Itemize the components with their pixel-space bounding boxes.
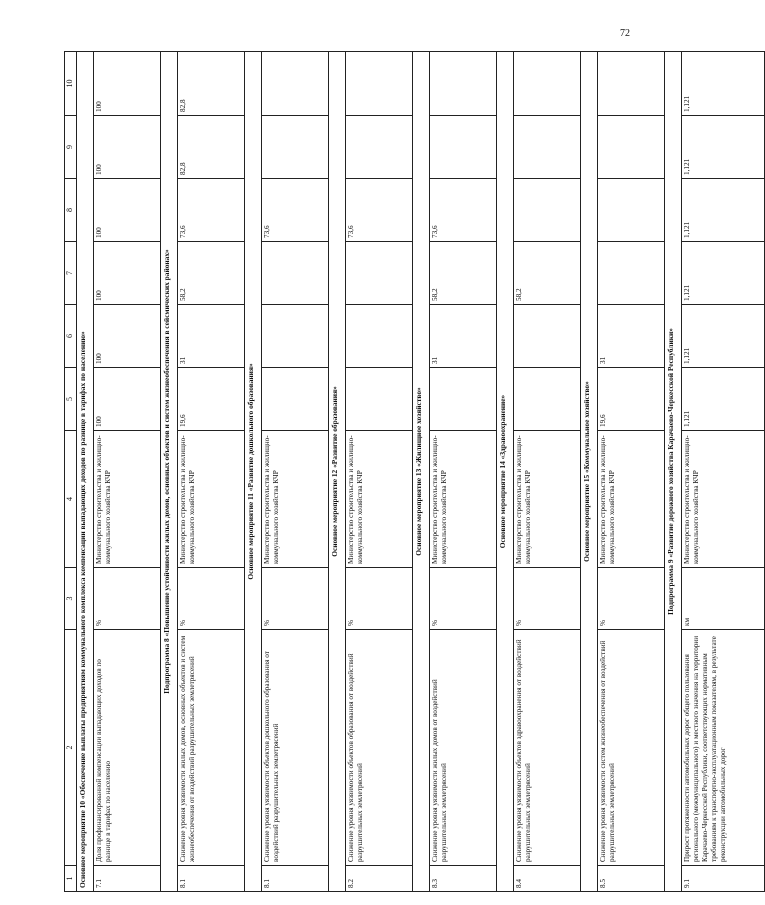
value-col-10: 100 — [94, 52, 161, 116]
value-col-9: 82,8 — [178, 116, 245, 179]
value-col-10 — [346, 52, 413, 116]
indicator-row — [346, 52, 413, 892]
indicator-name: Снижение уровня уязвимости объектов дошкольного образования от воздействий разрушительных землетрясений — [262, 630, 329, 866]
section-heading: Основное мероприятие 15 «Коммунальное хозяйство» — [581, 52, 598, 892]
value-col-6 — [346, 305, 413, 368]
value-col-10 — [514, 52, 581, 116]
value-col-9: 100 — [94, 116, 161, 179]
value-col-7: 58,2 — [514, 242, 581, 305]
section-heading: Основное мероприятие 11 «Развитие дошкольного образования» — [245, 52, 262, 892]
value-col-5 — [430, 368, 497, 431]
value-col-5: 19,6 — [178, 368, 245, 431]
value-col-10: 1,121 — [682, 52, 765, 116]
column-number-5: 5 — [65, 368, 77, 431]
unit-of-measure: % — [346, 568, 413, 630]
unit-of-measure: % — [514, 568, 581, 630]
section-heading-row — [665, 52, 682, 892]
responsible-executor: Министерство строительства и жилищно-коммунального хозяйства КЧР — [262, 431, 329, 568]
responsible-executor: Министерство строительства и жилищно-коммунального хозяйства КЧР — [346, 431, 413, 568]
responsible-executor: Министерство строительства и жилищно-коммунального хозяйства КЧР — [598, 431, 665, 568]
indicator-row — [178, 52, 245, 892]
column-number-1: 1 — [65, 866, 77, 892]
indicator-row — [598, 52, 665, 892]
section-heading: Подпрограмма 9 «Развитие дорожного хозяйства Карачаево-Черкесской Республики» — [665, 52, 682, 892]
section-heading-row — [329, 52, 346, 892]
section-heading-row — [581, 52, 598, 892]
indicator-row — [514, 52, 581, 892]
value-col-5 — [262, 368, 329, 431]
column-number-10: 10 — [65, 52, 77, 116]
row-number: 9.1 — [682, 866, 765, 892]
value-col-8 — [598, 179, 665, 242]
indicator-name: Доля профинансированной компенсации выпадающих доходов по разнице в тарифах по населению — [94, 630, 161, 866]
indicator-name: Снижение уровня уязвимости жилых домов, основных объектов и систем жизнеобеспечения от воздействий разрушительных землетрясений — [178, 630, 245, 866]
section-heading-row — [497, 52, 514, 892]
value-col-9 — [346, 116, 413, 179]
value-col-10 — [430, 52, 497, 116]
rotated-sheet — [64, 52, 727, 892]
value-col-9 — [262, 116, 329, 179]
section-heading-row — [161, 52, 178, 892]
indicators-table — [64, 51, 765, 892]
row-number: 8.5 — [598, 866, 665, 892]
value-col-6: 31 — [178, 305, 245, 368]
row-number: 8.4 — [514, 866, 581, 892]
section-heading-row — [77, 52, 94, 892]
page-number: 72 — [620, 28, 630, 39]
value-col-6: 31 — [430, 305, 497, 368]
value-col-9: 1,121 — [682, 116, 765, 179]
unit-of-measure: км — [682, 568, 765, 630]
indicator-name: Снижение уровня уязвимости систем жизнеобеспечения от воздействий разрушительных землетрясений — [598, 630, 665, 866]
value-col-9 — [514, 116, 581, 179]
value-col-8: 1,121 — [682, 179, 765, 242]
column-number-2: 2 — [65, 630, 77, 866]
value-col-8: 73,6 — [262, 179, 329, 242]
value-col-10 — [262, 52, 329, 116]
indicator-name: Снижение уровня уязвимости объектов здравоохранения от воздействий разрушительных землетрясений — [514, 630, 581, 866]
value-col-7: 58,2 — [178, 242, 245, 305]
value-col-7 — [262, 242, 329, 305]
value-col-7: 1,121 — [682, 242, 765, 305]
value-col-8: 100 — [94, 179, 161, 242]
row-number: 8.1 — [262, 866, 329, 892]
value-col-6 — [262, 305, 329, 368]
value-col-6: 31 — [598, 305, 665, 368]
column-number-9: 9 — [65, 116, 77, 179]
value-col-7 — [598, 242, 665, 305]
indicator-row — [430, 52, 497, 892]
indicator-name: Снижение уровня уязвимости объектов образования от воздействий разрушительных землетрясений — [346, 630, 413, 866]
indicator-row — [682, 52, 765, 892]
responsible-executor: Министерство строительства и жилищно-коммунального хозяйства КЧР — [94, 431, 161, 568]
section-heading-row — [245, 52, 262, 892]
column-number-8: 8 — [65, 179, 77, 242]
section-heading: Основное мероприятие 10 «Обеспечение выплаты предприятиям коммунального комплекса компенсации выпадающих доходов по разнице в тарифах по населению» — [77, 52, 94, 892]
unit-of-measure: % — [94, 568, 161, 630]
unit-of-measure: % — [262, 568, 329, 630]
responsible-executor: Министерство строительства и жилищно-коммунального хозяйства КЧР — [514, 431, 581, 568]
value-col-10: 82,8 — [178, 52, 245, 116]
value-col-8 — [514, 179, 581, 242]
responsible-executor: Министерство строительства и жилищно-коммунального хозяйства КЧР — [682, 431, 765, 568]
value-col-8: 73,6 — [178, 179, 245, 242]
unit-of-measure: % — [178, 568, 245, 630]
column-number-6: 6 — [65, 305, 77, 368]
value-col-9 — [598, 116, 665, 179]
value-col-10 — [598, 52, 665, 116]
value-col-9 — [430, 116, 497, 179]
responsible-executor: Министерство строительства и жилищно-коммунального хозяйства КЧР — [430, 431, 497, 568]
value-col-7: 58,2 — [430, 242, 497, 305]
row-number: 8.2 — [346, 866, 413, 892]
value-col-6: 1,121 — [682, 305, 765, 368]
indicator-name: Снижение уровня уязвимости жилых домов от воздействий разрушительных землетрясений — [430, 630, 497, 866]
column-number-3: 3 — [65, 568, 77, 630]
value-col-7: 100 — [94, 242, 161, 305]
row-number: 8.1 — [178, 866, 245, 892]
column-number-row — [65, 52, 77, 892]
row-number: 7.1 — [94, 866, 161, 892]
unit-of-measure: % — [430, 568, 497, 630]
column-number-4: 4 — [65, 431, 77, 568]
value-col-6 — [514, 305, 581, 368]
value-col-5: 100 — [94, 368, 161, 431]
value-col-8: 73,6 — [346, 179, 413, 242]
value-col-6: 100 — [94, 305, 161, 368]
value-col-5: 1,121 — [682, 368, 765, 431]
value-col-7 — [346, 242, 413, 305]
section-heading: Основное мероприятие 14 «Здравоохранение» — [497, 52, 514, 892]
indicator-row — [94, 52, 161, 892]
section-heading: Основное мероприятие 12 «Развитие образования» — [329, 52, 346, 892]
indicator-row — [262, 52, 329, 892]
value-col-8: 73,6 — [430, 179, 497, 242]
unit-of-measure: % — [598, 568, 665, 630]
row-number: 8.3 — [430, 866, 497, 892]
responsible-executor: Министерство строительства и жилищно-коммунального хозяйства КЧР — [178, 431, 245, 568]
column-number-7: 7 — [65, 242, 77, 305]
value-col-5: 19,6 — [598, 368, 665, 431]
value-col-5 — [346, 368, 413, 431]
value-col-5 — [514, 368, 581, 431]
indicator-name: Прирост протяженности автомобильных дорог общего пользования регионального (межмуниципального) и местного значения на территории Карачаево-Черкесской Республики, соответствующих нормативным требованиям к транспортно-эксплуатационным показателям, в результате реконструкции автомобильных дорог — [682, 630, 765, 866]
section-heading: Подпрограмма 8 «Повышение устойчивости жилых домов, основных объектов и систем жизнеобеспечения в сейсмических районах» — [161, 52, 178, 892]
section-heading-row — [413, 52, 430, 892]
section-heading: Основное мероприятие 13 «Жилищное хозяйство» — [413, 52, 430, 892]
